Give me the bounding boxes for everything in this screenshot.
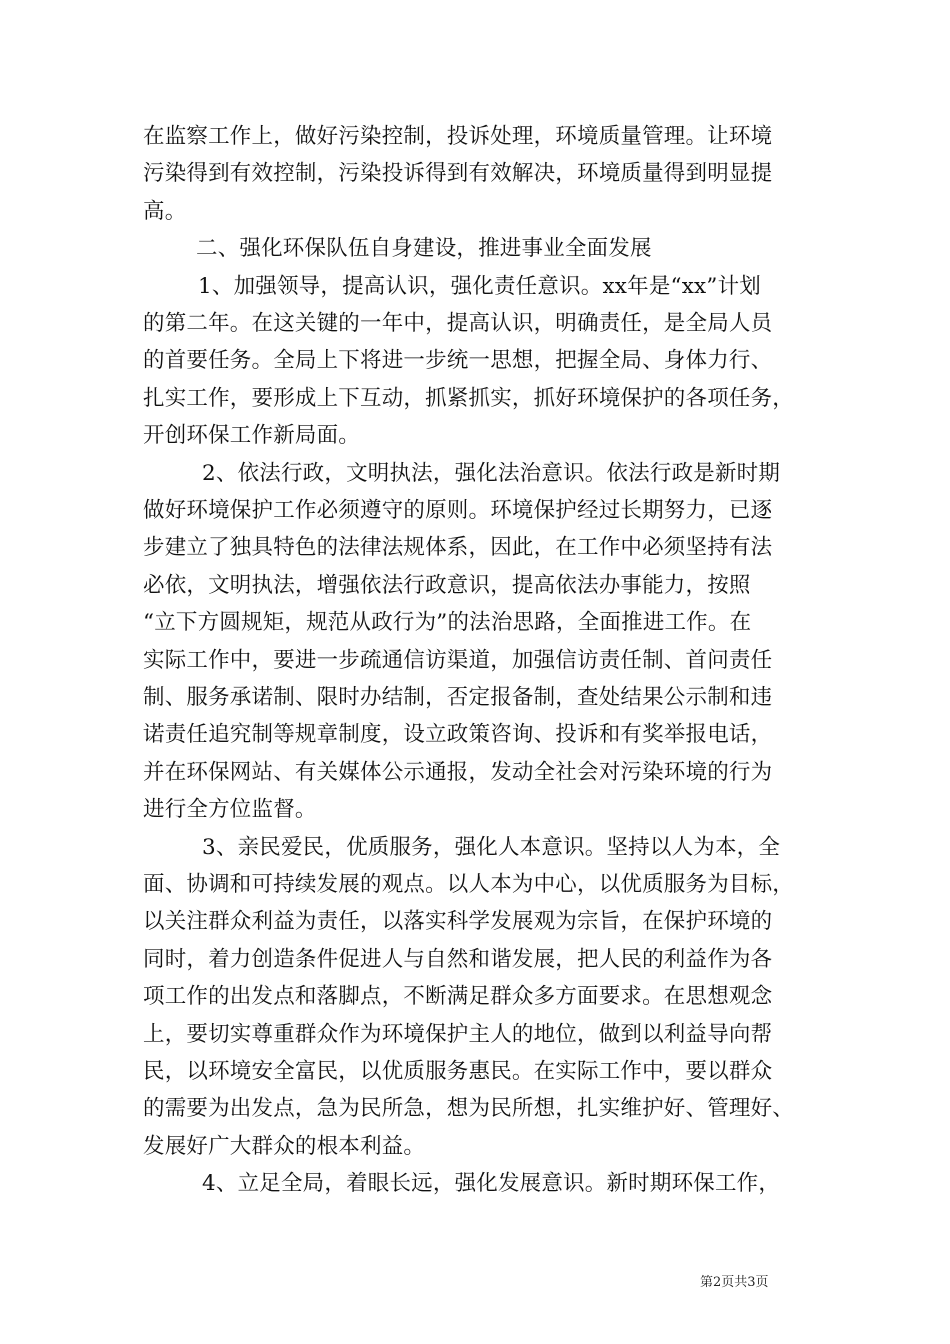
text-line: 同时，着力创造条件促进人与自然和谐发展，把人民的利益作为各 [143, 947, 773, 972]
text-line: 做好环境保护工作必须遵守的原则。环境保护经过长期努力，已逐 [143, 498, 773, 523]
text-line: 上，要切实尊重群众作为环境保护主人的地位，做到以利益导向帮 [143, 1022, 773, 1047]
text-line: 开创环保工作新局面。 [143, 423, 361, 448]
text-line: 发展好广大群众的根本利益。 [143, 1134, 426, 1159]
text-line: 的需要为出发点，急为民所急，想为民所想，扎实维护好、管理好、 [143, 1096, 795, 1121]
text-line: 的首要任务。全局上下将进一步统一思想，把握全局、身体力行、 [143, 348, 773, 373]
paragraph-first-line: 2、依法行政，文明执法，强化法治意识。依法行政是新时期 [202, 461, 781, 486]
text-line: “立下方圆规矩，规范从政行为”的法治思路，全面推进工作。在 [143, 610, 752, 635]
page-number-footer: 第2页共3页 [700, 1275, 769, 1290]
paragraph-first-line: 3、亲民爱民，优质服务，强化人本意识。坚持以人为本，全 [202, 835, 781, 860]
paragraph-first-line: 1、加强领导，提高认识，强化责任意识。xx年是“xx”计划 [198, 274, 761, 299]
text-line: 扎实工作，要形成上下互动，抓紧抓实，抓好环境保护的各项任务， [143, 386, 795, 411]
section-heading: 二、强化环保队伍自身建设，推进事业全面发展 [196, 236, 652, 261]
text-line: 以关注群众利益为责任，以落实科学发展观为宗旨，在保护环境的 [143, 909, 773, 934]
text-line: 并在环保网站、有关媒体公示通报，发动全社会对污染环境的行为 [143, 760, 773, 785]
text-line: 实际工作中，要进一步疏通信访渠道，加强信访责任制、首问责任 [143, 648, 773, 673]
text-line: 步建立了独具特色的法律法规体系，因此，在工作中必须坚持有法 [143, 535, 773, 560]
text-line: 面、协调和可持续发展的观点。以人本为中心，以优质服务为目标， [143, 872, 795, 897]
text-line: 高。 [143, 199, 187, 224]
text-line: 项工作的出发点和落脚点，不断满足群众多方面要求。在思想观念 [143, 984, 773, 1009]
text-line: 在监察工作上，做好污染控制，投诉处理，环境质量管理。让环境 [143, 124, 773, 149]
text-line: 必依，文明执法，增强依法行政意识，提高依法办事能力，按照 [143, 573, 751, 598]
text-line: 民，以环境安全富民，以优质服务惠民。在实际工作中，要以群众 [143, 1059, 773, 1084]
text-line: 制、服务承诺制、限时办结制，否定报备制，查处结果公示制和违 [143, 685, 773, 710]
text-line: 进行全方位监督。 [143, 797, 317, 822]
text-line: 污染得到有效控制，污染投诉得到有效解决，环境质量得到明显提 [143, 161, 773, 186]
text-line: 的第二年。在这关键的一年中，提高认识，明确责任，是全局人员 [143, 311, 773, 336]
paragraph-first-line: 4、立足全局，着眼长远，强化发展意识。新时期环保工作， [202, 1171, 781, 1196]
text-line: 诺责任追究制等规章制度，设立政策咨询、投诉和有奖举报电话， [143, 722, 773, 747]
